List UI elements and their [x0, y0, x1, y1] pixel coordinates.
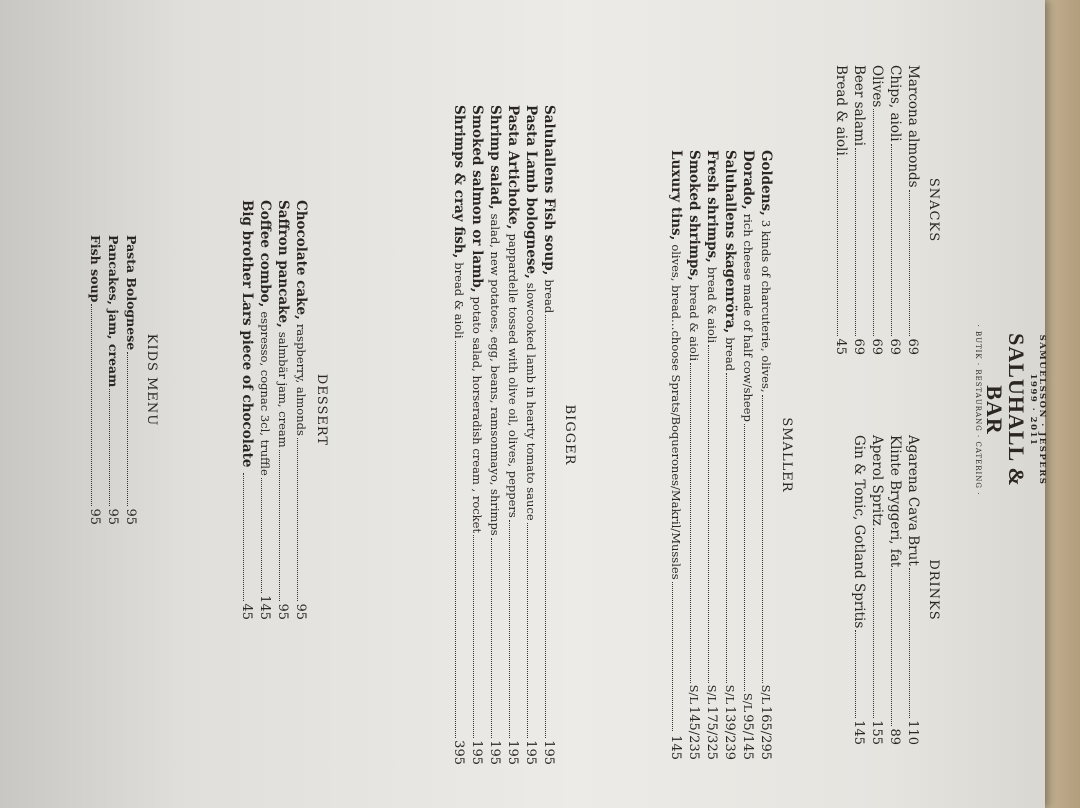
menu-item: [700, 150, 718, 760]
item-name: Pasta Lamb bolognese,: [523, 105, 539, 279]
menu-item: [501, 105, 519, 765]
dot-leader: [762, 395, 763, 683]
item-name: Shrimps & cray fish,: [451, 105, 467, 259]
item-price: 69: [887, 338, 902, 355]
dot-leader: [708, 345, 709, 682]
menu-item: [829, 65, 847, 355]
menu-item: [883, 435, 901, 745]
logo-years: 1999 · 2011: [1028, 373, 1039, 447]
menu-item: [119, 235, 137, 525]
dot-leader: [91, 304, 92, 506]
item-price: 195: [541, 740, 556, 765]
dot-leader: [672, 582, 673, 732]
item-description: raspberry, almonds: [294, 323, 308, 436]
item-price: 145/235: [686, 705, 701, 760]
dot-leader: [261, 478, 262, 593]
item-description: olives, bread…choose Sprats/Boquerones/Makril/Mussles: [669, 244, 683, 580]
item-price: 45: [833, 338, 848, 355]
item-price: 69: [905, 338, 920, 355]
dot-leader: [491, 538, 492, 738]
item-description: bread: [542, 279, 556, 314]
item-description: bread & aioli: [452, 262, 466, 339]
item-price: 95: [275, 603, 290, 620]
menu-item: [901, 435, 919, 745]
snacks-title: SNACKS: [926, 177, 941, 243]
item-description: 3 kinds of charcuterie, olives,: [759, 219, 773, 393]
item-name: Aperol Spritz: [869, 435, 885, 526]
dot-leader: [855, 630, 856, 718]
menu-item: [271, 200, 289, 620]
dot-leader: [909, 568, 910, 718]
item-name: Smoked salmon or lamb,: [469, 105, 485, 293]
menu-item: [519, 105, 537, 765]
dessert-title: DESSERT: [314, 373, 329, 447]
dot-leader: [744, 424, 745, 691]
item-price: 165/295: [758, 705, 773, 760]
item-description: bread & aioli: [705, 266, 719, 344]
dot-leader: [726, 373, 727, 683]
item-name: Saffron pancake,: [275, 200, 291, 328]
item-name: Coffee combo,: [257, 200, 273, 308]
item-price: 145: [851, 720, 866, 745]
menu-item: [865, 435, 883, 745]
menu-item: [847, 65, 865, 355]
logo-name: SALUHALL & BAR: [982, 333, 1029, 487]
item-name: Chips, aioli: [887, 65, 903, 142]
menu-item: [865, 65, 883, 355]
dot-leader: [873, 528, 874, 718]
item-price: 110: [905, 720, 920, 745]
item-name: Dorado,: [740, 150, 756, 210]
item-size: S/L: [741, 692, 755, 713]
item-price: 195: [505, 740, 520, 765]
snacks-section: [829, 65, 940, 355]
kids-menu-title: KIDS MENU: [144, 333, 159, 427]
item-name: Marcona almonds: [905, 65, 921, 188]
item-price: 195: [487, 740, 502, 765]
dot-leader: [109, 389, 110, 506]
bigger-section: [447, 105, 576, 765]
drinks-title: DRINKS: [926, 559, 941, 621]
item-name: Luxury tins,: [668, 150, 684, 241]
item-description: espresso, cognac 3cl, truffle: [258, 311, 272, 476]
item-name: Saluhallens Fish soup,: [541, 105, 557, 276]
menu-item: [483, 105, 501, 765]
item-name: Smoked shrimps,: [686, 150, 702, 281]
item-price: 95: [293, 603, 308, 620]
dot-leader: [473, 535, 474, 738]
item-size: S/L: [759, 684, 773, 704]
item-name: Fresh shrimps,: [704, 150, 720, 263]
item-price: 45: [239, 603, 254, 620]
dessert-section: [235, 200, 328, 620]
item-description: slowcooked lamb in hearty tomato sauce: [524, 282, 538, 521]
item-name: Gin & Tonic, Gotland Spritis: [851, 435, 867, 629]
menu-item: [235, 200, 253, 620]
dot-leader: [279, 450, 280, 602]
dot-leader: [527, 523, 528, 738]
smaller-title: SMALLER: [779, 417, 794, 493]
menu-item: [289, 200, 307, 620]
bigger-title: BIGGER: [562, 404, 577, 466]
menu-page: [28, 20, 1058, 800]
logo-subtitle: · BUTIK · RESTAURANG · CATERING ·: [974, 324, 982, 496]
item-price: 89: [887, 728, 902, 745]
item-price: 145: [668, 735, 683, 760]
item-price: 95: [105, 508, 120, 525]
item-price: 155: [869, 720, 884, 745]
dot-leader: [243, 473, 244, 601]
item-name: Fish soup: [88, 235, 103, 303]
item-price: 95/145: [740, 714, 755, 760]
dot-leader: [509, 520, 510, 738]
item-price: 145: [257, 595, 272, 620]
item-price: 195: [469, 740, 484, 765]
item-price: 395: [451, 740, 466, 765]
item-name: Pasta Bolognese: [124, 235, 139, 351]
item-size: S/L: [723, 684, 737, 704]
menu-item: [101, 235, 119, 525]
item-description: salmbär jam, cream: [276, 331, 290, 448]
menu-item: [901, 65, 919, 355]
menu-item: [754, 150, 772, 760]
item-price: 195: [523, 740, 538, 765]
dot-leader: [909, 190, 910, 337]
item-description: bread: [723, 337, 737, 372]
dot-leader: [127, 352, 128, 506]
dot-leader: [855, 148, 856, 336]
drinks-section: [847, 435, 940, 745]
item-name: Olives: [869, 65, 885, 108]
kids-menu-section: [83, 235, 158, 525]
item-price: 175/325: [704, 705, 719, 760]
dot-leader: [545, 315, 546, 738]
menu-item: [447, 105, 465, 765]
item-price: 69: [851, 338, 866, 355]
menu-item: [883, 65, 901, 355]
dot-leader: [837, 158, 838, 337]
menu-item: [664, 150, 682, 760]
item-name: Chocolate cake,: [293, 200, 309, 320]
item-size: S/L: [705, 684, 719, 704]
item-price: 95: [87, 508, 102, 525]
item-name: Bread & aioli: [833, 65, 849, 156]
menu-item: [465, 105, 483, 765]
dot-leader: [873, 109, 874, 336]
menu-item: [847, 435, 865, 745]
restaurant-logo: [974, 320, 1046, 500]
smaller-section: [664, 150, 793, 760]
dot-leader: [891, 144, 892, 337]
item-name: Pancakes, jam, cream: [106, 235, 121, 388]
dot-leader: [297, 438, 298, 602]
item-name: Big brother Lars piece of chocolate: [239, 200, 255, 468]
item-price: 69: [869, 338, 884, 355]
item-description: rich cheese made of half cow/sheep: [741, 213, 755, 422]
item-name: Klinte Bryggeri, fat: [887, 435, 903, 568]
item-price: 95: [123, 508, 138, 525]
menu-item: [253, 200, 271, 620]
item-description: bread & aioli: [687, 284, 701, 362]
menu-item: [682, 150, 700, 760]
item-description: potato salad, horseradish cream , rocket: [470, 296, 484, 534]
item-name: Pasta Artichoke,: [505, 105, 521, 230]
item-name: Saluhallens skagenröra,: [722, 150, 738, 334]
menu-item: [537, 105, 555, 765]
dot-leader: [891, 569, 892, 726]
dot-leader: [690, 363, 691, 683]
menu-item: [718, 150, 736, 760]
item-name: Beer salami: [851, 65, 867, 147]
logo-arc-text: SAMUELSSON · JESPERS: [1037, 334, 1047, 486]
menu-item: [736, 150, 754, 760]
item-size: S/L: [687, 684, 701, 704]
dot-leader: [455, 341, 456, 739]
menu-item: [83, 235, 101, 525]
item-description: pappardelle tossed with olive oil, olives, peppers: [506, 233, 520, 518]
item-description: salad, new potatoes, egg, beans, ramsonmayo, shrimps: [488, 213, 502, 536]
item-price: 139/239: [722, 705, 737, 760]
item-name: Goldens,: [758, 150, 774, 216]
item-name: Agarena Cava Brut: [905, 435, 921, 566]
item-name: Shrimp salad,: [487, 105, 503, 210]
